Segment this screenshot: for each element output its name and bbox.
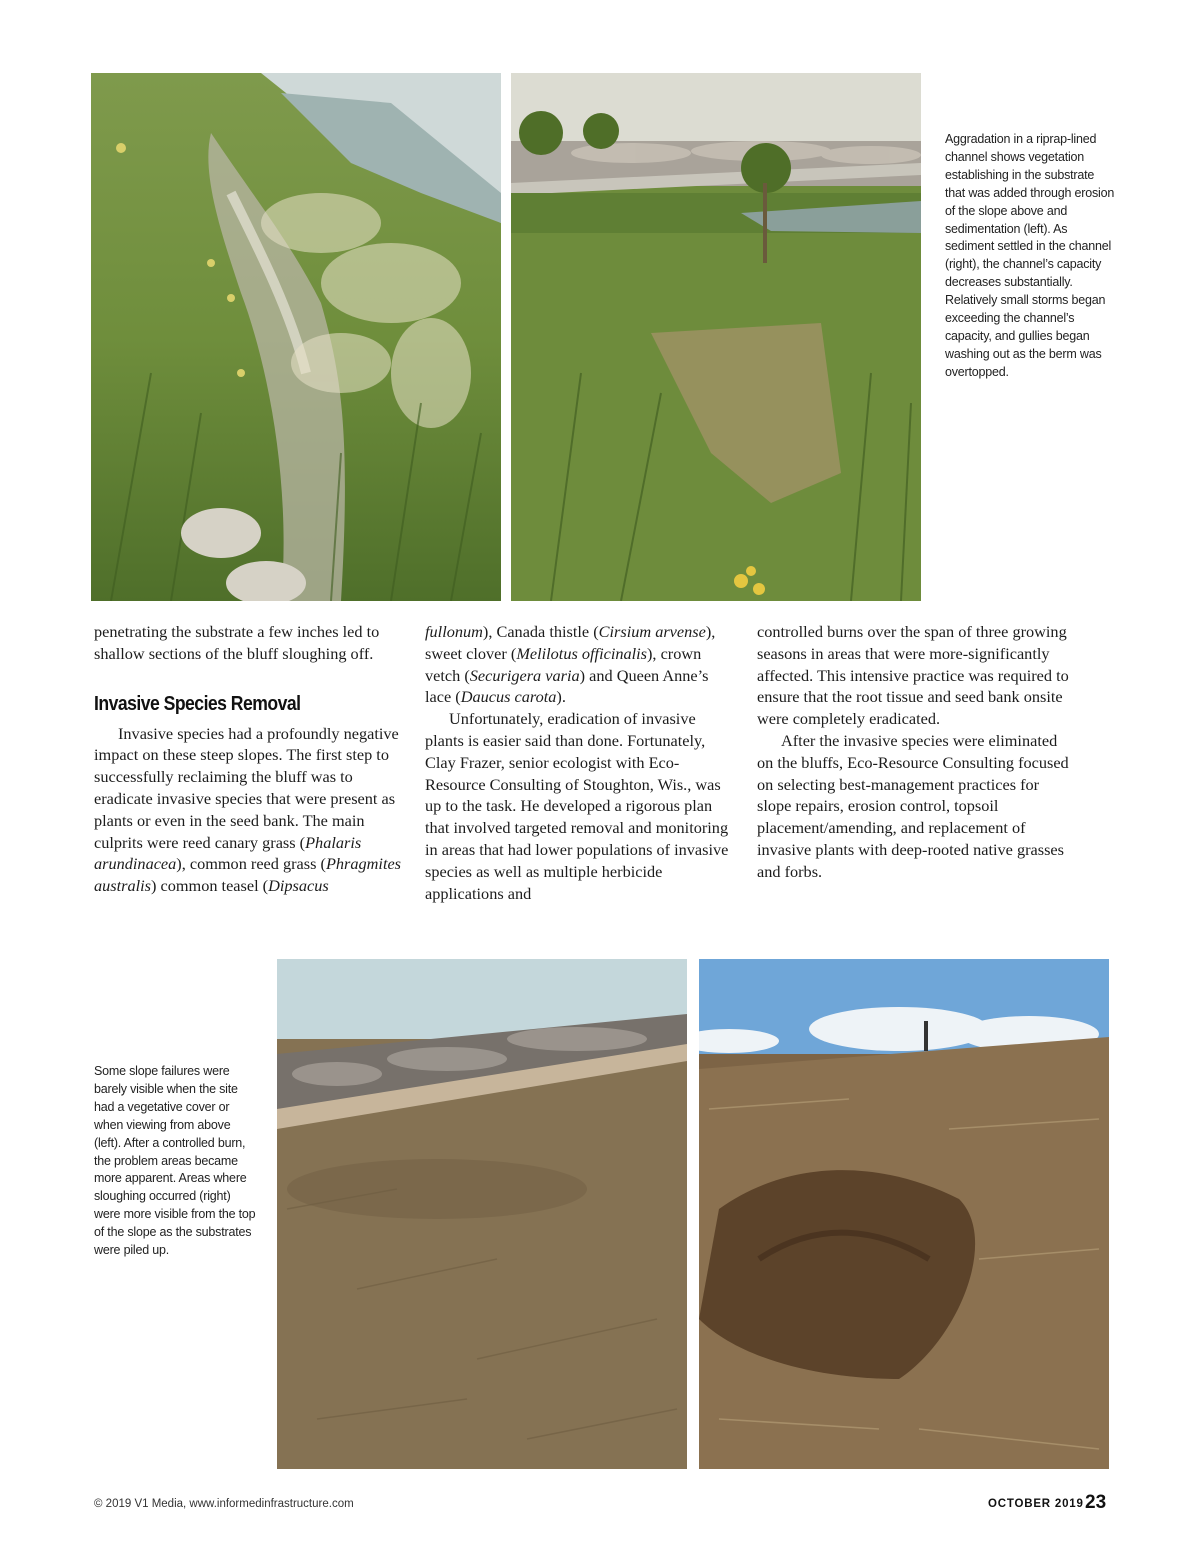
paragraph: Invasive species had a profoundly negative impact on these steep slopes. The first step to successfully reclaiming the bluff was to eradicate invasive species that were present as plants or even in the seed bank. The main culprits were reed canary grass (Phalaris arundinacea), common reed grass (Phragmites australis) common teasel (Dipsacus bbox=[94, 723, 402, 896]
footer-issue-date: OCTOBER 2019 bbox=[988, 1498, 1084, 1510]
article-column-1 bbox=[94, 621, 406, 897]
photo-sloughing-slope bbox=[699, 959, 1109, 1469]
section-heading: Invasive Species Removal bbox=[94, 692, 301, 715]
paragraph: penetrating the substrate a few inches led to shallow sections of the bluff sloughing off. bbox=[94, 622, 380, 663]
caption-bottom: Some slope failures were barely visible when the site had a vegetative cover or when viewing from above (left). After a controlled burn, the problem areas became more apparent. Areas where sloughing occurred (right) were more visible from the top of the slope as the substrates were piled up. bbox=[94, 1064, 256, 1258]
caption-top: Aggradation in a riprap-lined channel shows vegetation establishing in the substrate that was added through erosion of the slope above and sedimentation (left). As sediment settled in the channel (right), the channel’s capacity decreases substantially. Relatively small storms began exceeding the channel’s capacity, and gullies began washing out as the berm was overtopped. bbox=[945, 132, 1115, 379]
photo-sediment-channel bbox=[511, 73, 921, 601]
paragraph: Unfortunately, eradication of invasive plants is easier said than done. Fortunately, Clay Frazer, senior ecologist with Eco-Resource Consulting of Stoughton, Wis., was up to the task. He developed a rigorous plan that involved targeted removal and monitoring in areas that had lower populations of invasive species as well as multiple herbicide applications and bbox=[425, 709, 729, 903]
paragraph: controlled burns over the span of three growing seasons in areas that were more-significantly affected. This intensive practice was required to ensure that the root tissue and seed bank onsite were completely eradicated. bbox=[757, 622, 1069, 729]
page-number: 23 bbox=[1085, 1492, 1107, 1513]
photo-riprap-channel-vegetation bbox=[91, 73, 501, 601]
paragraph: After the invasive species were eliminated on the bluffs, Eco-Resource Consulting focused on selecting best-management practices for slope repairs, erosion control, topsoil placement/amending, and replacement of invasive plants with deep-rooted native grasses and forbs. bbox=[757, 730, 1069, 881]
article-column-2 bbox=[425, 621, 737, 904]
paragraph: fullonum), Canada thistle (Cirsium arvense), sweet clover (Melilotus officinalis), crown vetch (Securigera varia) and Queen Anne’s lace (Daucus carota). bbox=[425, 622, 716, 707]
photo-burned-slope-from-above bbox=[277, 959, 687, 1469]
footer-copyright: © 2019 V1 Media, www.informedinfrastructure.com bbox=[94, 1498, 354, 1510]
article-column-3 bbox=[757, 621, 1069, 883]
